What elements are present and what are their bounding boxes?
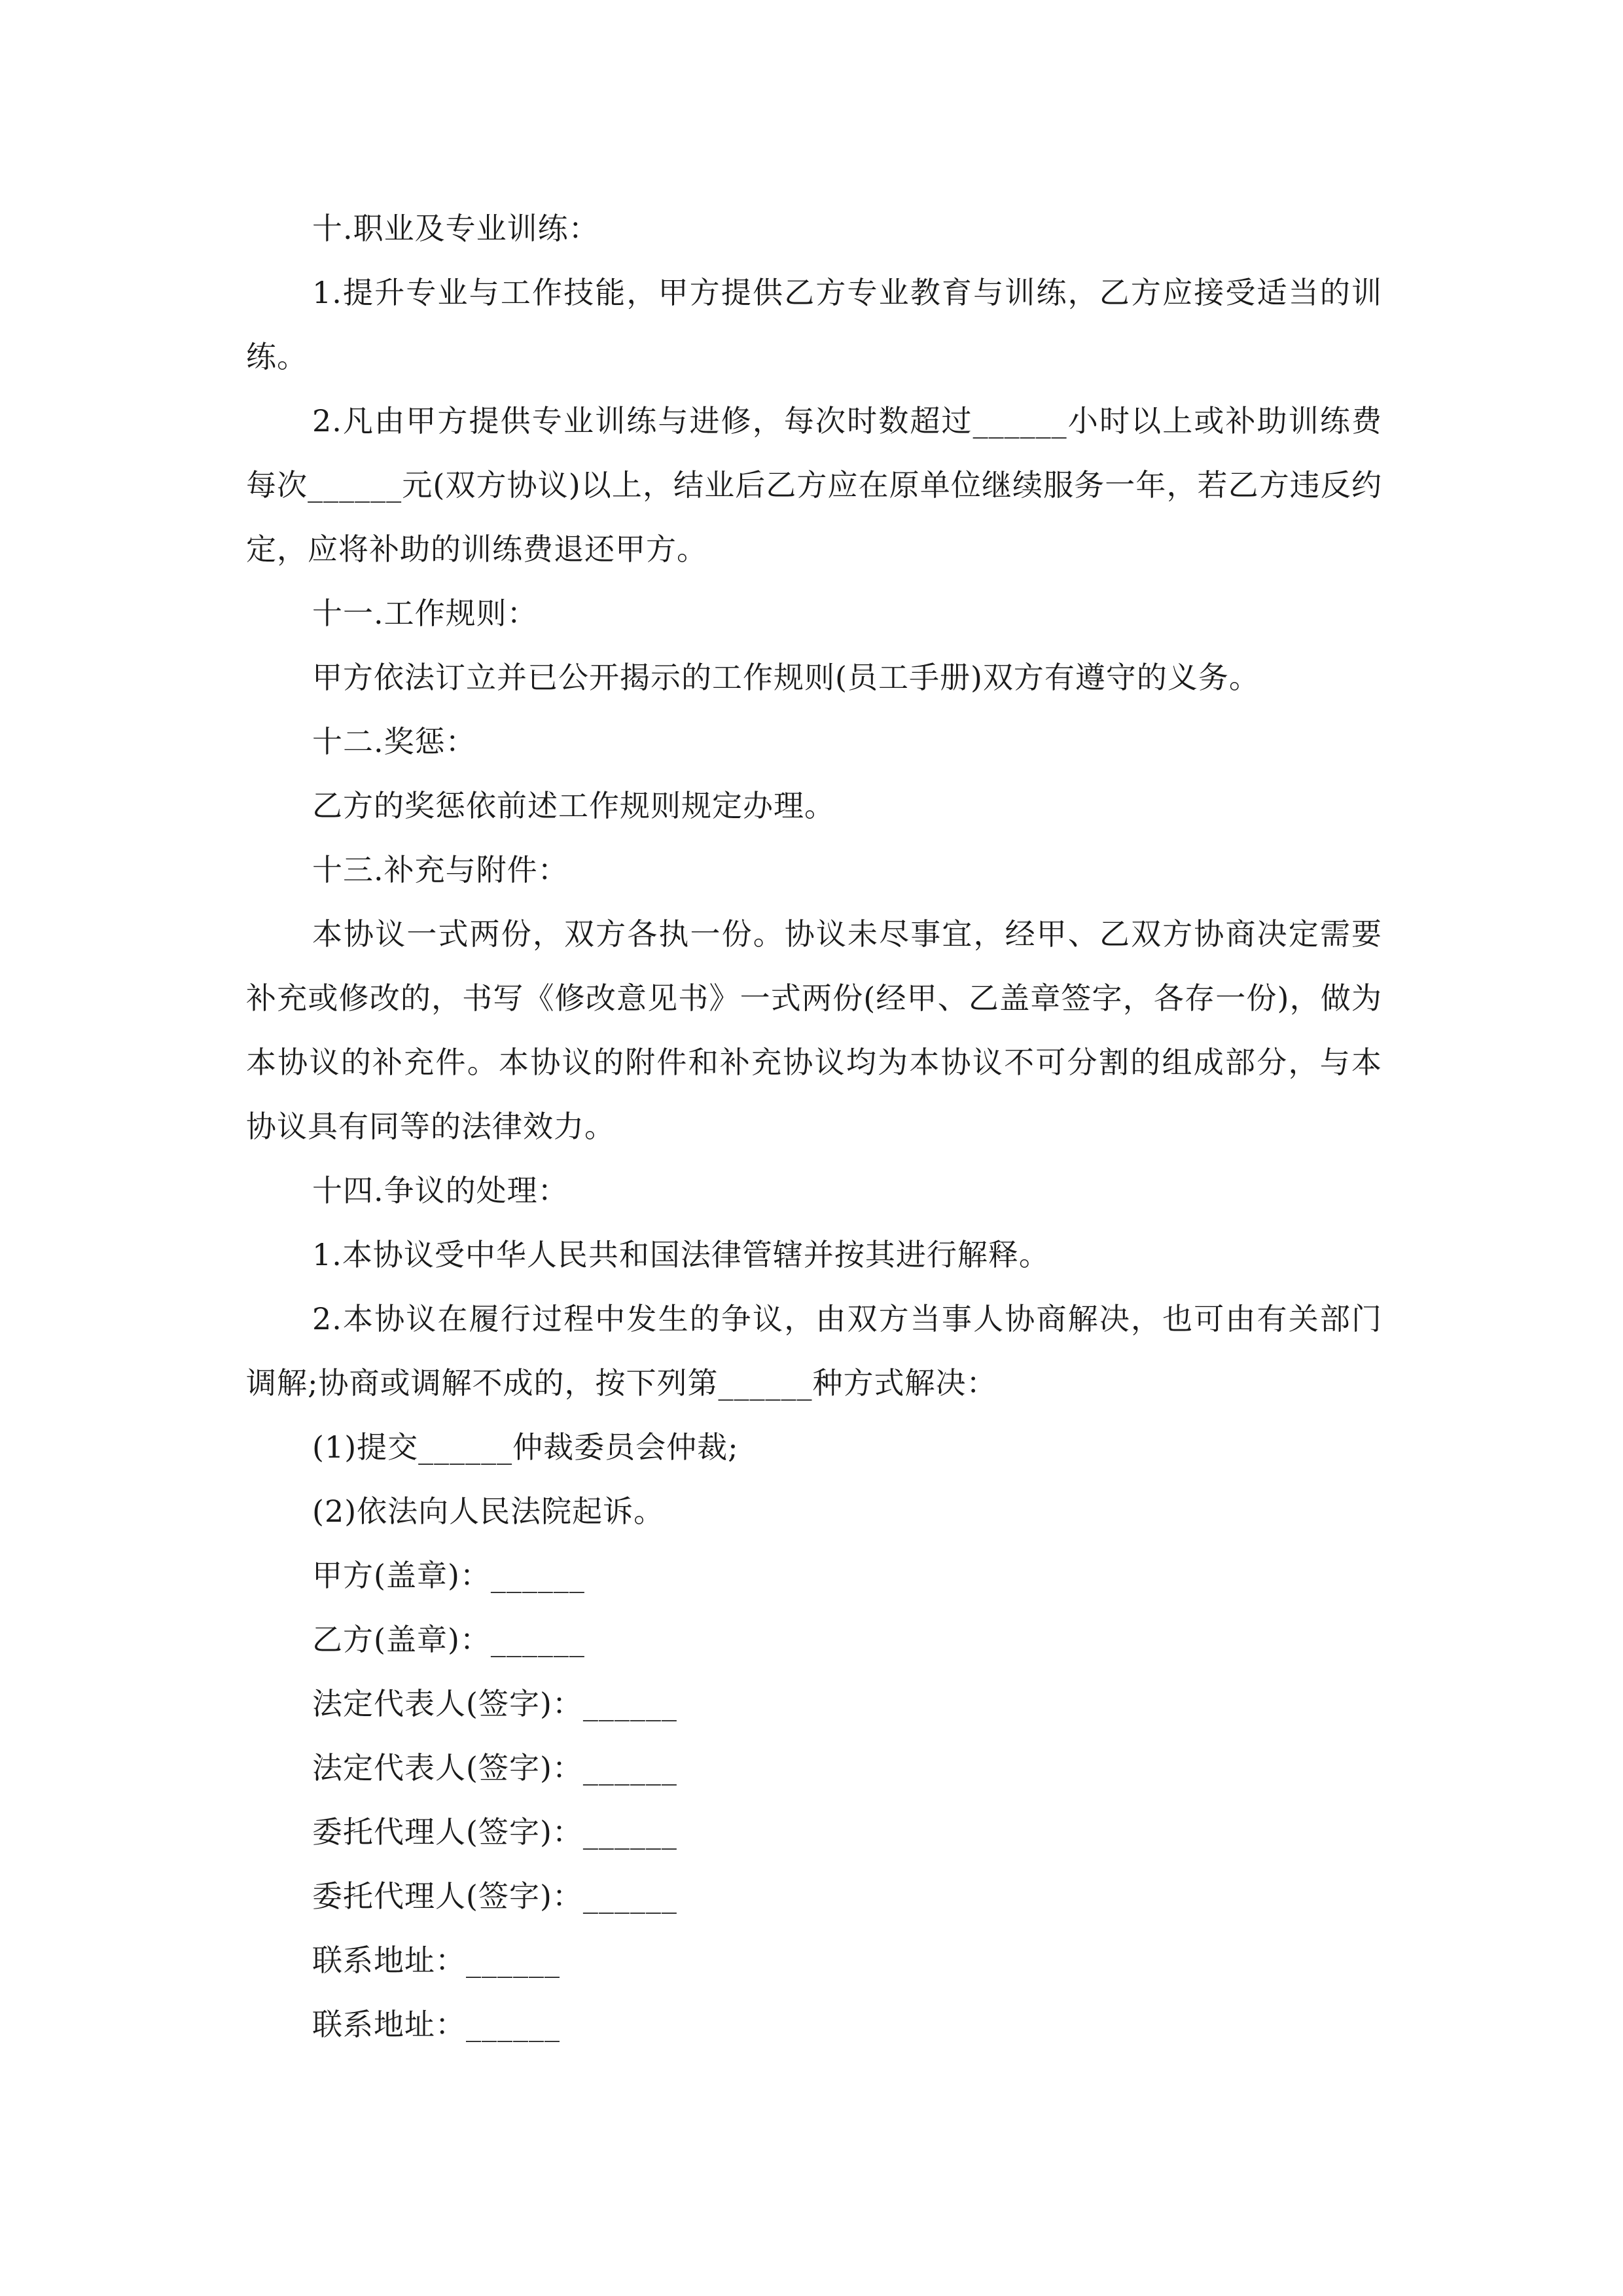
signature-legal-rep-1: 法定代表人(签字)：______ xyxy=(312,1686,677,1721)
section-13-heading: 十三.补充与附件： xyxy=(312,852,569,888)
dispute-option-2: (2)依法向人民法院起诉。 xyxy=(312,1494,665,1529)
section-14-heading: 十四.争议的处理： xyxy=(312,1173,569,1208)
contact-address-1: 联系地址：______ xyxy=(312,1943,560,1978)
section-14-item-2: 2.本协议在履行过程中发生的争议，由双方当事人协商解决，也可由有关部门调解;协商或调解不成的，按下列第______种方式解决： xyxy=(246,1301,1382,1401)
contact-address-2: 联系地址：______ xyxy=(312,2007,560,2042)
signature-legal-rep-2: 法定代表人(签字)：______ xyxy=(312,1750,677,1785)
signature-agent-1: 委托代理人(签字)：______ xyxy=(312,1814,677,1850)
signature-agent-2: 委托代理人(签字)：______ xyxy=(312,1878,677,1914)
section-13-body: 本协议一式两份，双方各执一份。协议未尽事宜，经甲、乙双方协商决定需要补充或修改的，书写《修改意见书》一式两份(经甲、乙盖章签字，各存一份)，做为本协议的补充件。本协议的附件和补充协议均为本协议不可分割的组成部分，与本协议具有同等的法律效力。 xyxy=(246,916,1382,1144)
dispute-option-1: (1)提交______仲裁委员会仲裁; xyxy=(312,1429,739,1465)
signature-party-a: 甲方(盖章)：______ xyxy=(312,1558,585,1593)
section-10-item-2: 2.凡由甲方提供专业训练与进修，每次时数超过______小时以上或补助训练费每次______元(双方协议)以上，结业后乙方应在原单位继续服务一年，若乙方违反约定，应将补助的训练费退还甲方。 xyxy=(246,403,1382,567)
section-12-heading: 十二.奖惩： xyxy=(312,724,476,759)
document-body xyxy=(246,196,1382,2056)
section-11-heading: 十一.工作规则： xyxy=(312,596,538,631)
section-11-body: 甲方依法订立并已公开揭示的工作规则(员工手册)双方有遵守的义务。 xyxy=(312,660,1260,695)
section-10-item-1: 1.提升专业与工作技能，甲方提供乙方专业教育与训练，乙方应接受适当的训练。 xyxy=(246,275,1382,374)
signature-party-b: 乙方(盖章)：______ xyxy=(312,1622,585,1657)
section-12-body: 乙方的奖惩依前述工作规则规定办理。 xyxy=(312,788,835,823)
section-10-heading: 十.职业及专业训练： xyxy=(312,211,599,246)
section-14-item-1: 1.本协议受中华人民共和国法律管辖并按其进行解释。 xyxy=(312,1237,1050,1272)
